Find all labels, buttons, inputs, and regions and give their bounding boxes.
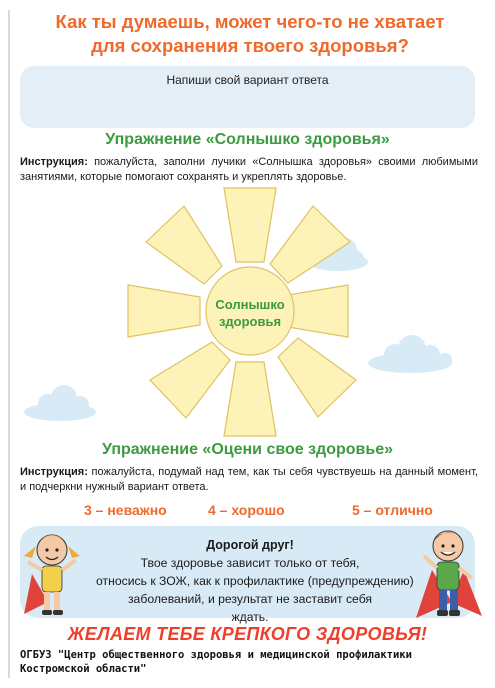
- instruction-label: Инструкция:: [20, 466, 88, 478]
- org-line-2: Костромской области": [20, 663, 147, 675]
- instruction-text: пожалуйста, заполни лучики «Солнышка здоровья» своими любимыми занятиями, которые помогают сохранять и укреплять здоровье.: [20, 156, 478, 183]
- message-line-2: относись к ЗОЖ, как к профилактике (предупреждению): [96, 574, 414, 588]
- option-excellent[interactable]: 5 – отлично: [352, 502, 433, 518]
- message-greeting: Дорогой друг!: [206, 538, 294, 552]
- org-line-1: ОГБУЗ "Центр общественного здоровья и медицинской профилактики: [20, 649, 412, 661]
- message-text: [96, 536, 414, 626]
- sun-ray-bottom-left[interactable]: [150, 342, 230, 418]
- closing-wish: ЖЕЛАЕМ ТЕБЕ КРЕПКОГО ЗДОРОВЬЯ!: [67, 624, 428, 644]
- answer-prompt: Напиши свой вариант ответа: [166, 73, 329, 87]
- title-line-1: Как ты думаешь, может чего-то не хватает: [55, 11, 445, 32]
- sun-ray-bottom[interactable]: [224, 362, 276, 436]
- message-line-3: заболеваний, и результат не заставит себя ждать.: [127, 592, 373, 624]
- instruction-text: пожалуйста, подумай над тем, как ты себя чувствуешь на данный момент, и подчеркни нужный вариант ответа.: [20, 466, 478, 493]
- organization-name: [20, 648, 480, 676]
- title-line-2: для сохранения твоего здоровья?: [91, 35, 409, 56]
- sun-ray-top-right[interactable]: [270, 206, 350, 283]
- exercise-1-title: Упражнение «Солнышко здоровья»: [105, 131, 390, 148]
- option-good[interactable]: 4 – хорошо: [208, 502, 285, 518]
- sun-ray-top-left[interactable]: [146, 206, 222, 284]
- boy-illustration: [412, 520, 486, 624]
- instruction-label: Инструкция:: [20, 156, 88, 168]
- message-line-1: Твое здоровье зависит только от тебя,: [140, 556, 360, 570]
- sun-ray-bottom-right[interactable]: [278, 338, 356, 417]
- girl-illustration: [18, 522, 88, 622]
- sun-label-line-2: здоровья: [218, 314, 282, 329]
- sun-ray-top[interactable]: [224, 188, 276, 262]
- sun-label: [200, 296, 300, 330]
- exercise-2-instruction: [20, 465, 478, 495]
- option-poor[interactable]: 3 – неважно: [84, 502, 167, 518]
- sun-label-line-1: Солнышко: [215, 297, 285, 312]
- exercise-2-title: Упражнение «Оцени свое здоровье»: [102, 441, 393, 458]
- sun-ray-left[interactable]: [128, 285, 200, 337]
